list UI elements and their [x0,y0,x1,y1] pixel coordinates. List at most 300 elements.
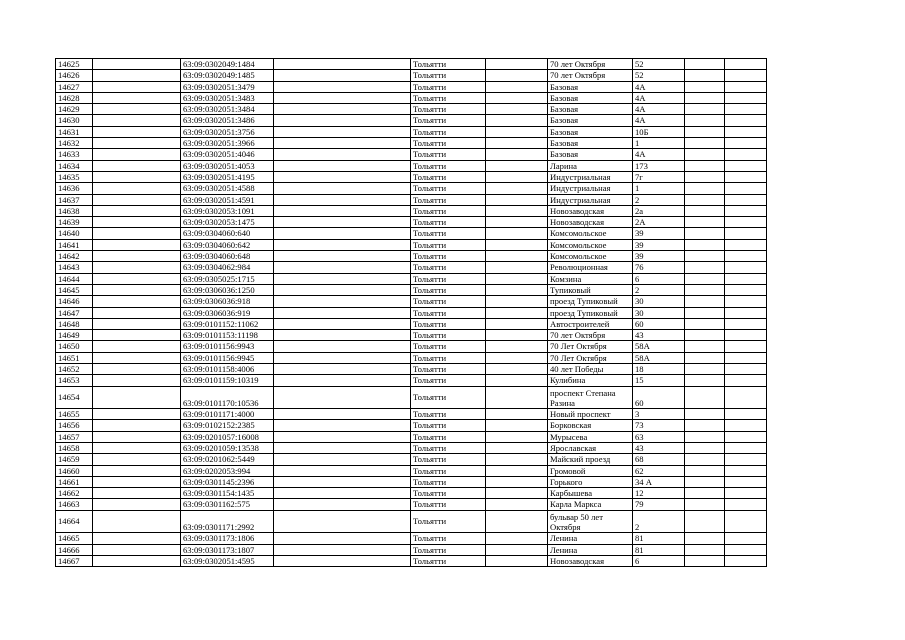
empty-cell [685,352,725,363]
city-cell: Тольятти [411,251,486,262]
empty-cell [93,81,181,92]
row-number-cell: 14650 [56,341,93,352]
street-cell: Индустриальная [548,194,633,205]
city-cell: Тольятти [411,262,486,273]
empty-cell [93,70,181,81]
cadastral-number-cell: 63:09:0201059:13538 [181,443,274,454]
empty-cell [725,476,767,487]
empty-cell [274,160,411,171]
cadastral-number-cell: 63:09:0302051:3479 [181,81,274,92]
table-row [56,92,767,103]
empty-cell [725,217,767,228]
row-number-cell: 14662 [56,488,93,499]
row-number-cell: 14659 [56,454,93,465]
table-row [56,104,767,115]
row-number-cell: 14632 [56,138,93,149]
empty-cell [93,555,181,566]
house-number-cell: 58А [633,352,685,363]
street-cell: Базовая [548,104,633,115]
row-number-cell: 14663 [56,499,93,510]
row-number-cell: 14646 [56,296,93,307]
house-number-cell: 2а [633,205,685,216]
empty-cell [725,465,767,476]
empty-cell [725,533,767,544]
empty-cell [274,443,411,454]
row-number-cell: 14655 [56,409,93,420]
empty-cell [93,138,181,149]
empty-cell [274,544,411,555]
house-number-cell: 60 [633,386,685,409]
row-number-cell: 14640 [56,228,93,239]
cadastral-number-cell: 63:09:0302051:4046 [181,149,274,160]
empty-cell [685,138,725,149]
empty-cell [486,149,548,160]
empty-cell [685,205,725,216]
house-number-cell: 12 [633,488,685,499]
city-cell: Тольятти [411,420,486,431]
table-row [56,171,767,182]
empty-cell [274,409,411,420]
house-number-cell: 4А [633,104,685,115]
empty-cell [93,488,181,499]
empty-cell [274,454,411,465]
table-row [56,262,767,273]
street-cell: Революционная [548,262,633,273]
empty-cell [486,443,548,454]
row-number-cell: 14651 [56,352,93,363]
empty-cell [725,409,767,420]
cadastral-number-cell: 63:09:0301171:2992 [181,510,274,533]
empty-cell [685,341,725,352]
city-cell: Тольятти [411,352,486,363]
city-cell: Тольятти [411,476,486,487]
empty-cell [486,386,548,409]
cadastral-number-cell: 63:09:0302051:4595 [181,555,274,566]
empty-cell [274,465,411,476]
row-number-cell: 14667 [56,555,93,566]
empty-cell [685,476,725,487]
row-number-cell: 14641 [56,239,93,250]
empty-cell [93,205,181,216]
table-row [56,126,767,137]
cadastral-number-cell: 63:09:0302051:3966 [181,138,274,149]
row-number-cell: 14634 [56,160,93,171]
house-number-cell: 81 [633,544,685,555]
table-row [56,555,767,566]
cadastral-number-cell: 63:09:0305025:1715 [181,273,274,284]
city-cell: Тольятти [411,126,486,137]
empty-cell [725,228,767,239]
street-cell: Карла Маркса [548,499,633,510]
empty-cell [274,352,411,363]
house-number-cell: 58А [633,341,685,352]
empty-cell [486,499,548,510]
house-number-cell: 43 [633,443,685,454]
street-cell: Новозаводская [548,555,633,566]
empty-cell [725,307,767,318]
empty-cell [685,239,725,250]
table-row [56,488,767,499]
house-number-cell: 30 [633,307,685,318]
empty-cell [274,488,411,499]
street-cell: Новый проспект [548,409,633,420]
house-number-cell: 18 [633,364,685,375]
street-cell: Базовая [548,92,633,103]
row-number-cell: 14639 [56,217,93,228]
house-number-cell: 60 [633,318,685,329]
row-number-cell: 14636 [56,183,93,194]
street-cell: Комсомольское [548,228,633,239]
empty-cell [274,81,411,92]
cadastral-number-cell: 63:09:0302049:1485 [181,70,274,81]
street-cell: проезд Тупиковый [548,296,633,307]
empty-cell [274,431,411,442]
table-row [56,431,767,442]
empty-cell [93,126,181,137]
empty-cell [725,364,767,375]
empty-cell [274,149,411,160]
table-row [56,251,767,262]
empty-cell [685,59,725,70]
empty-cell [93,330,181,341]
empty-cell [274,375,411,386]
row-number-cell: 14631 [56,126,93,137]
cadastral-number-cell: 63:09:0302051:3483 [181,92,274,103]
row-number-cell: 14627 [56,81,93,92]
street-cell: Новозаводская [548,205,633,216]
house-number-cell: 4А [633,81,685,92]
street-cell: Индустриальная [548,171,633,182]
empty-cell [274,555,411,566]
street-cell: 70 Лет Октября [548,341,633,352]
table-row [56,273,767,284]
cadastral-number-cell: 63:09:0304060:642 [181,239,274,250]
cadastral-number-cell: 63:09:0302051:4588 [181,183,274,194]
table-row [56,70,767,81]
street-cell: проезд Тупиковый [548,307,633,318]
empty-cell [93,454,181,465]
row-number-cell: 14664 [56,510,93,533]
cadastral-number-cell: 63:09:0302051:3486 [181,115,274,126]
cadastral-number-cell: 63:09:0302049:1484 [181,59,274,70]
empty-cell [685,115,725,126]
cadastral-number-cell: 63:09:0302051:3756 [181,126,274,137]
empty-cell [274,138,411,149]
empty-cell [725,420,767,431]
table-row [56,307,767,318]
empty-cell [93,476,181,487]
table-body [56,59,767,567]
empty-cell [725,138,767,149]
empty-cell [274,183,411,194]
empty-cell [685,510,725,533]
empty-cell [685,409,725,420]
row-number-cell: 14629 [56,104,93,115]
empty-cell [486,544,548,555]
empty-cell [93,420,181,431]
empty-cell [725,386,767,409]
house-number-cell: 4А [633,92,685,103]
street-cell: бульвар 50 лет Октября [548,510,633,533]
empty-cell [685,318,725,329]
empty-cell [93,443,181,454]
table-row [56,284,767,295]
empty-cell [93,318,181,329]
empty-cell [685,454,725,465]
city-cell: Тольятти [411,330,486,341]
street-cell: Комсомольское [548,239,633,250]
empty-cell [685,296,725,307]
city-cell: Тольятти [411,284,486,295]
cadastral-number-cell: 63:09:0304060:648 [181,251,274,262]
empty-cell [725,318,767,329]
street-cell: 70 лет Октября [548,59,633,70]
empty-cell [685,443,725,454]
cadastral-number-cell: 63:09:0302053:1475 [181,217,274,228]
empty-cell [274,296,411,307]
table-row [56,443,767,454]
empty-cell [274,341,411,352]
empty-cell [93,273,181,284]
row-number-cell: 14644 [56,273,93,284]
empty-cell [725,273,767,284]
empty-cell [725,70,767,81]
cadastral-number-cell: 63:09:0101153:11198 [181,330,274,341]
house-number-cell: 10Б [633,126,685,137]
table-row [56,115,767,126]
row-number-cell: 14625 [56,59,93,70]
empty-cell [486,70,548,81]
street-cell: Карбышева [548,488,633,499]
table-row [56,465,767,476]
empty-cell [725,341,767,352]
house-number-cell: 2 [633,194,685,205]
row-number-cell: 14652 [56,364,93,375]
empty-cell [725,205,767,216]
city-cell: Тольятти [411,138,486,149]
cadastral-number-cell: 63:09:0301173:1806 [181,533,274,544]
empty-cell [274,330,411,341]
empty-cell [486,104,548,115]
city-cell: Тольятти [411,217,486,228]
table-row [56,160,767,171]
street-cell: Мурысева [548,431,633,442]
empty-cell [274,59,411,70]
city-cell: Тольятти [411,228,486,239]
street-cell: Новозаводская [548,217,633,228]
empty-cell [274,510,411,533]
table-row [56,341,767,352]
empty-cell [486,205,548,216]
empty-cell [486,465,548,476]
empty-cell [274,476,411,487]
empty-cell [725,488,767,499]
empty-cell [486,171,548,182]
cadastral-number-cell: 63:09:0202053:994 [181,465,274,476]
empty-cell [486,307,548,318]
empty-cell [685,330,725,341]
street-cell: Базовая [548,126,633,137]
street-cell: Ларина [548,160,633,171]
city-cell: Тольятти [411,81,486,92]
table-row [56,318,767,329]
empty-cell [93,217,181,228]
empty-cell [93,284,181,295]
row-number-cell: 14645 [56,284,93,295]
city-cell: Тольятти [411,149,486,160]
empty-cell [274,104,411,115]
empty-cell [486,194,548,205]
city-cell: Тольятти [411,488,486,499]
row-number-cell: 14654 [56,386,93,409]
empty-cell [486,59,548,70]
street-cell: Базовая [548,149,633,160]
empty-cell [486,352,548,363]
city-cell: Тольятти [411,160,486,171]
table-row [56,364,767,375]
street-cell: Ленина [548,533,633,544]
empty-cell [93,296,181,307]
cadastral-number-cell: 63:09:0301162:575 [181,499,274,510]
empty-cell [274,364,411,375]
empty-cell [93,431,181,442]
cadastral-number-cell: 63:09:0301173:1807 [181,544,274,555]
house-number-cell: 6 [633,555,685,566]
street-cell: Тупиковый [548,284,633,295]
empty-cell [486,239,548,250]
house-number-cell: 4А [633,115,685,126]
empty-cell [486,92,548,103]
empty-cell [725,499,767,510]
empty-cell [725,171,767,182]
table-row [56,476,767,487]
empty-cell [685,499,725,510]
table-row [56,386,767,409]
table-row [56,217,767,228]
city-cell: Тольятти [411,70,486,81]
row-number-cell: 14648 [56,318,93,329]
empty-cell [725,160,767,171]
empty-cell [486,115,548,126]
cadastral-number-cell: 63:09:0301154:1435 [181,488,274,499]
cadastral-number-cell: 63:09:0101156:9945 [181,352,274,363]
street-cell: Комсомольское [548,251,633,262]
empty-cell [93,465,181,476]
house-number-cell: 6 [633,273,685,284]
street-cell: Борковская [548,420,633,431]
cadastral-number-cell: 63:09:0306036:919 [181,307,274,318]
empty-cell [93,386,181,409]
house-number-cell: 76 [633,262,685,273]
house-number-cell: 2 [633,510,685,533]
house-number-cell: 81 [633,533,685,544]
empty-cell [725,375,767,386]
empty-cell [93,160,181,171]
city-cell: Тольятти [411,296,486,307]
table-row [56,194,767,205]
empty-cell [486,555,548,566]
cadastral-number-cell: 63:09:0101152:11062 [181,318,274,329]
empty-cell [685,183,725,194]
cadastral-number-cell: 63:09:0302051:4053 [181,160,274,171]
empty-cell [93,59,181,70]
city-cell: Тольятти [411,341,486,352]
table-row [56,239,767,250]
city-cell: Тольятти [411,59,486,70]
city-cell: Тольятти [411,92,486,103]
empty-cell [93,115,181,126]
empty-cell [486,409,548,420]
empty-cell [685,544,725,555]
cadastral-number-cell: 63:09:0302051:4195 [181,171,274,182]
empty-cell [685,228,725,239]
empty-cell [486,126,548,137]
empty-cell [725,239,767,250]
city-cell: Тольятти [411,171,486,182]
table-row [56,183,767,194]
empty-cell [93,262,181,273]
empty-cell [486,217,548,228]
street-cell: Базовая [548,81,633,92]
city-cell: Тольятти [411,454,486,465]
empty-cell [486,251,548,262]
table-row [56,510,767,533]
street-cell: Базовая [548,115,633,126]
empty-cell [274,386,411,409]
cadastral-number-cell: 63:09:0302051:3484 [181,104,274,115]
empty-cell [486,364,548,375]
empty-cell [93,239,181,250]
empty-cell [685,386,725,409]
empty-cell [685,104,725,115]
empty-cell [725,544,767,555]
empty-cell [274,70,411,81]
city-cell: Тольятти [411,115,486,126]
empty-cell [685,284,725,295]
street-cell: проспект Степана Разина [548,386,633,409]
cadastral-table [55,58,767,567]
row-number-cell: 14628 [56,92,93,103]
empty-cell [274,115,411,126]
empty-cell [725,296,767,307]
house-number-cell: 73 [633,420,685,431]
empty-cell [486,488,548,499]
empty-cell [685,92,725,103]
empty-cell [486,330,548,341]
table-row [56,499,767,510]
house-number-cell: 1 [633,138,685,149]
city-cell: Тольятти [411,443,486,454]
empty-cell [486,81,548,92]
row-number-cell: 14660 [56,465,93,476]
empty-cell [486,284,548,295]
row-number-cell: 14630 [56,115,93,126]
empty-cell [486,510,548,533]
table-row [56,352,767,363]
empty-cell [725,183,767,194]
empty-cell [486,476,548,487]
empty-cell [725,115,767,126]
row-number-cell: 14649 [56,330,93,341]
empty-cell [725,510,767,533]
spreadsheet-page [55,58,766,567]
row-number-cell: 14638 [56,205,93,216]
city-cell: Тольятти [411,499,486,510]
street-cell: Базовая [548,138,633,149]
table-row [56,533,767,544]
row-number-cell: 14665 [56,533,93,544]
empty-cell [93,510,181,533]
